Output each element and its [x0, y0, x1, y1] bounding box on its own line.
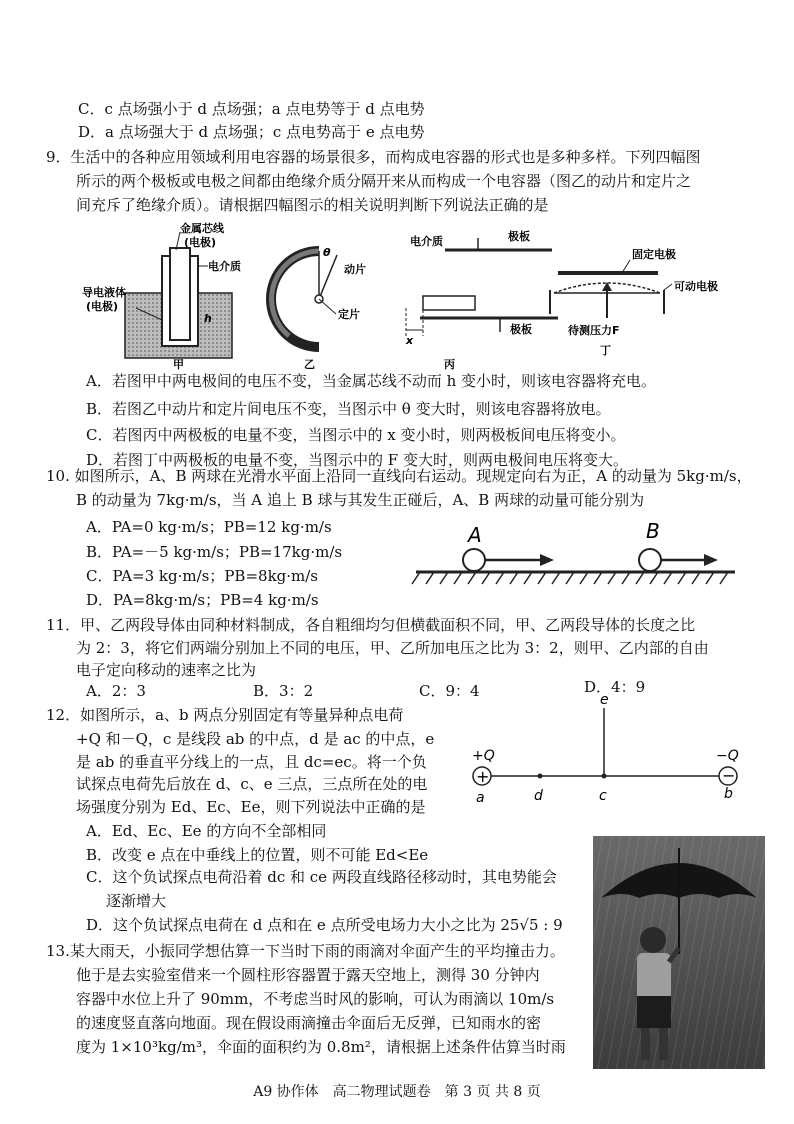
- page-footer: A9 协作体 高二物理试题卷 第 3 页 共 8 页: [253, 1084, 541, 1100]
- point-e-label: e: [600, 692, 609, 708]
- jia-caption: 甲: [173, 358, 184, 370]
- q12-option-c-line2: 逐渐增大: [106, 892, 167, 910]
- yi-theta-label: θ: [323, 246, 331, 259]
- q9-stem-line3: 间充斥了绝缘介质）。请根据四幅图示的相关说明判断下列说法正确的是: [76, 196, 549, 214]
- figure-ding: [550, 247, 718, 357]
- q9-stem-line1: 9．生活中的各种应用领域利用电容器的场景很多，而构成电容器的形式也是多种多样。下列四幅图: [46, 148, 701, 166]
- jia-core-electrode-label: (电极): [184, 236, 217, 249]
- q11-option-c: C．9：4: [419, 682, 480, 700]
- minus-sign-icon: −: [722, 766, 736, 785]
- figure-bing: [405, 229, 558, 370]
- q11-stem-line1: 11．甲、乙两段导体由同种材料制成，各自粗细均匀但横截面积不同，甲、乙两段导体的长度之比: [46, 616, 696, 634]
- q10-stem-line2: B 的动量为 7kg·m/s，当 A 追上 B 球与其发生正碰后，A、B 两球的动量可能分别为: [76, 491, 645, 509]
- q8-option-c: C．c 点场强小于 d 点场强；a 点电势等于 d 点电势: [78, 100, 425, 118]
- q9-option-c: C．若图丙中两极板的电量不变，当图示中的 x 变小时，则两极板间电压将变小。: [86, 426, 626, 444]
- arrow-a-icon: [540, 554, 554, 566]
- jia-core-label: 金属芯线: [180, 222, 224, 235]
- plus-q-label: +Q: [472, 748, 495, 764]
- q10-option-c: C．PA=3 kg·m/s；PB=8kg·m/s: [86, 567, 319, 585]
- q12-option-c-line1: C．这个负试探点电荷沿着 dc 和 ce 两段直线路径移动时，其电势能会: [86, 868, 557, 886]
- point-c: [602, 774, 607, 779]
- q12-stem-line2: +Q 和－Q，c 是线段 ab 的中点，d 是 ac 的中点，e: [76, 730, 435, 748]
- q8-option-d: D．a 点场强大于 d 点场强；c 点电势高于 e 点电势: [78, 123, 425, 141]
- point-c-label: c: [599, 788, 607, 804]
- q11-stem-line3: 电子定向移动的速率之比为: [76, 661, 257, 679]
- q11-option-a: A．2：3: [86, 682, 146, 700]
- q10-option-d: D．PA=8kg·m/s；PB=4 kg·m/s: [86, 591, 319, 609]
- point-a-label: a: [476, 790, 485, 806]
- q12-stem-line5: 场强度分别为 Ed、Ec、Ee，则下列说法中正确的是: [76, 798, 426, 816]
- ball-b: [639, 549, 661, 571]
- q9-option-b: B．若图乙中动片和定片间电压不变，当图示中 θ 变大时，则该电容器将放电。: [86, 400, 611, 418]
- q12-option-b: B．改变 e 点在中垂线上的位置，则不可能 Ed<Ee: [86, 846, 429, 864]
- yi-moving-plate-label: 动片: [344, 263, 366, 276]
- jia-liquid-label: 导电液体: [82, 286, 126, 299]
- ding-caption: 丁: [600, 344, 611, 357]
- ding-force-label: 待测压力F: [568, 324, 620, 337]
- q11-option-d: D．4：9: [584, 678, 646, 696]
- jia-h-label: h: [204, 312, 212, 325]
- q11-stem-line2: 为 2：3，将它们两端分别加上不同的电压，甲、乙所加电压之比为 3：2，则甲、乙内部的自由: [76, 639, 709, 657]
- yi-caption: 乙: [304, 358, 315, 370]
- bing-x-label: x: [406, 334, 414, 347]
- arrow-b-icon: [704, 554, 718, 566]
- plus-sign-icon: +: [476, 767, 490, 786]
- point-b-label: b: [724, 786, 733, 802]
- q12-stem-line3: 是 ab 的垂直平分线上的一点，且 dc=ec。将一个负: [76, 753, 427, 771]
- q9-stem-line2: 所示的两个极板或电极之间都由绝缘介质分隔开来从而构成一个电容器（图乙的动片和定片之: [76, 172, 692, 190]
- q11-option-b: B．3：2: [253, 682, 314, 700]
- ball-a-label: A: [468, 523, 482, 547]
- q12-stem-line1: 12．如图所示，a、b 两点分别固定有等量异种点电荷: [46, 706, 404, 724]
- minus-q-label: −Q: [716, 748, 739, 764]
- q13-stem-line4: 的速度竖直落向地面。现在假设雨滴撞击伞面后无反弹，已知雨水的密: [76, 1014, 542, 1032]
- rain-umbrella-photo: [593, 836, 765, 1069]
- q9-option-a: A．若图甲中两电极间的电压不变，当金属芯线不动而 h 变小时，则该电容器将充电。: [86, 372, 657, 390]
- q13-stem-line5: 度为 1×10³kg/m³，伞面的面积约为 0.8m²，请根据上述条件估算当时雨: [76, 1038, 566, 1056]
- ding-fixed-electrode-label: 固定电极: [632, 248, 676, 261]
- q12-stem-line4: 试探点电荷先后放在 d、c、e 三点，三点所在处的电: [76, 775, 428, 793]
- ding-moving-electrode-label: 可动电极: [674, 280, 718, 293]
- yi-fixed-plate-label: 定片: [338, 308, 360, 321]
- q10-option-b: B．PA=－5 kg·m/s；PB=17kg·m/s: [86, 543, 343, 561]
- q12-figure: [460, 690, 760, 808]
- q12-option-d: D．这个负试探点电荷在 d 点和在 e 点所受电场力大小之比为 25√5 : 9: [86, 916, 563, 934]
- point-d-label: d: [534, 788, 543, 804]
- ball-a: [463, 549, 485, 571]
- q9-option-d: D．若图丁中两极板的电量不变，当图示中的 F 变大时，则两电极间电压将变大。: [86, 451, 628, 469]
- figure-yi: [271, 246, 366, 370]
- q9-figure: [80, 218, 720, 370]
- q10-option-a: A．PA=0 kg·m/s；PB=12 kg·m/s: [86, 518, 332, 536]
- bing-plate-bottom-label: 极板: [510, 323, 532, 336]
- point-d: [538, 774, 543, 779]
- bing-plate-top-label: 极板: [508, 230, 530, 243]
- jia-dielectric-label: 电介质: [208, 260, 241, 273]
- q13-stem-line3: 容器中水位上升了 90mm，不考虑当时风的影响，可认为雨滴以 10m/s: [76, 990, 555, 1008]
- q10-figure: [410, 520, 740, 590]
- q10-stem-line1: 10. 如图所示，A、B 两球在光滑水平面上沿同一直线向右运动。现规定向右为正，A 的动量为 5kg·m/s，: [46, 467, 752, 485]
- q12-option-a: A．Ed、Ec、Ee 的方向不全部相同: [86, 822, 327, 840]
- q13-stem-line1: 13.某大雨天，小振同学想估算一下当时下雨的雨滴对伞面产生的平均撞击力。: [46, 942, 565, 960]
- q13-stem-line2: 他于是去实验室借来一个圆柱形容器置于露天空地上，测得 30 分钟内: [76, 966, 540, 984]
- bing-dielectric-label: 电介质: [410, 235, 443, 248]
- jia-liquid-electrode-label: (电极): [86, 300, 119, 313]
- bing-caption: 丙: [444, 358, 455, 370]
- ball-b-label: B: [646, 520, 660, 543]
- figure-jia: [82, 221, 241, 370]
